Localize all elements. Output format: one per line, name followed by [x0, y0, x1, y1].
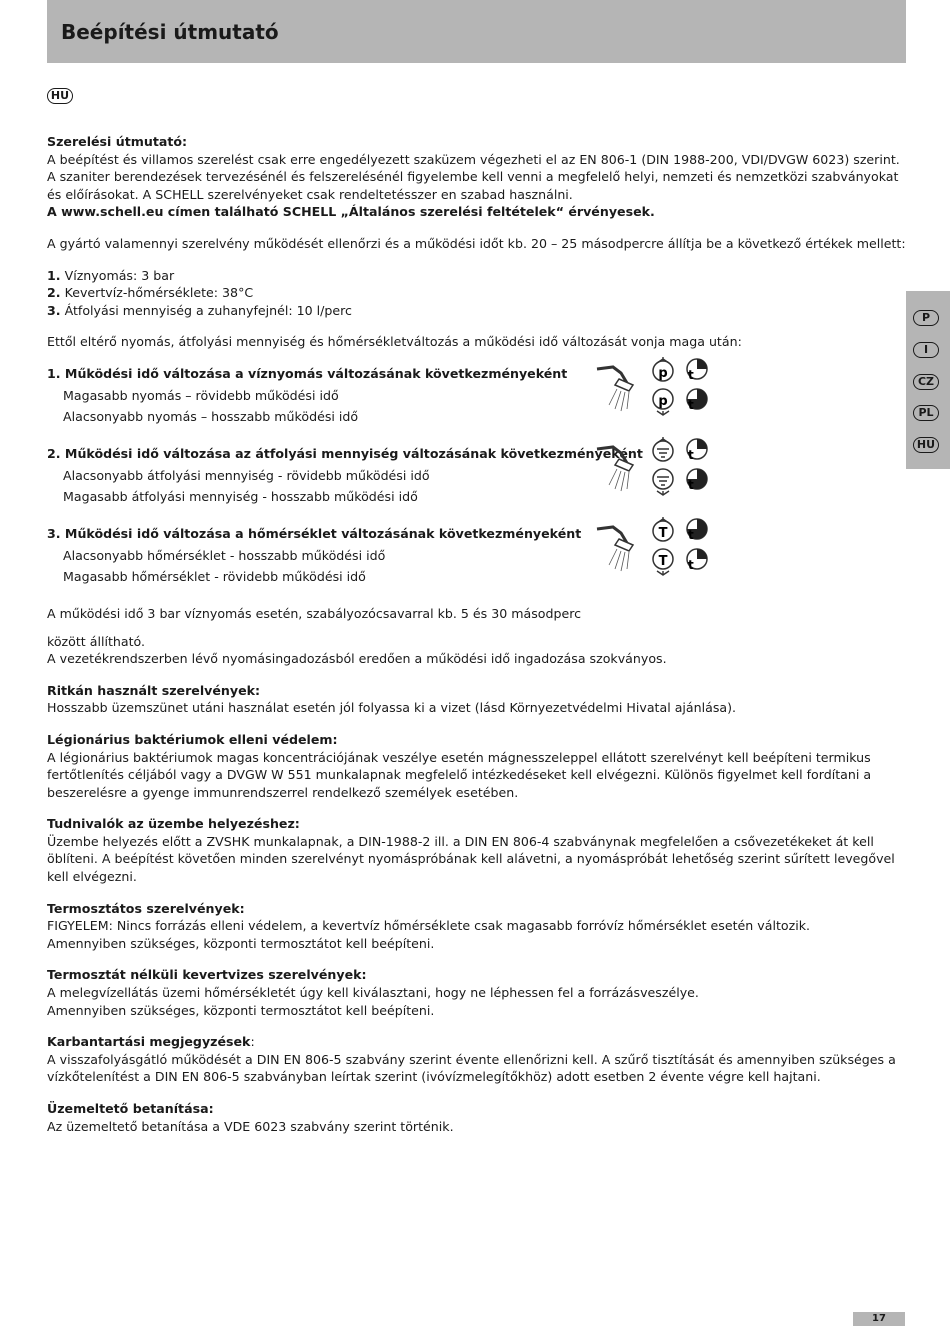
change-section-temperature [47, 525, 913, 591]
section-legionella [47, 731, 913, 801]
change-section-pressure [47, 365, 913, 431]
list-number: 2. [47, 285, 61, 301]
factory-text: A gyártó valamennyi szerelvény működését ellenőrzi és a működési időt kb. 20 – 25 másodpercre állítja be a következő értékek mellett: [47, 235, 906, 251]
list-number: 1. [47, 267, 61, 283]
lang-tab-p[interactable]: P [913, 310, 939, 326]
flow-icon [593, 437, 723, 507]
list-item [47, 267, 913, 285]
adjust-text-2: között állítható. [47, 633, 146, 649]
section-text: Üzembe helyezés előtt a ZVSHK munkalapnak, a DIN-1988-2 ill. a DIN EN 806-4 szabványnak megfelelően a csővezetékeket át kell öblíteni. A beépítést követően minden szerelvényt nyomáspróbának kell alávetni, a nyomáspróbát lehetőség szerint sűrített levegővel kell elvégezni. [47, 833, 895, 885]
change-section-flow [47, 445, 913, 511]
change-title: 3. Működési idő változása a hőmérséklet változásának következményeként [47, 525, 582, 541]
language-badge: HU [47, 88, 73, 104]
lang-tab-cz[interactable]: CZ [913, 374, 939, 390]
adjust-text-1: A működési idő 3 bar víznyomás esetén, szabályozócsavarral kb. 5 és 30 másodperc [47, 605, 582, 621]
change-line: Magasabb hőmérséklet - rövidebb működési idő [63, 569, 366, 585]
section-heading: Karbantartási megjegyzések [47, 1034, 251, 1050]
section-text: Amennyiben szükséges, központi termosztátot kell beépíteni. [47, 1002, 435, 1018]
section-heading: Termosztát nélküli kevertvizes szerelvények: [47, 967, 367, 983]
section-text: A légionárius baktériumok magas koncentrációjának veszélye esetén mágnesszeleppel ellátott szerelvényt kell beépíteni termikus fertőtlenítés céljából vagy a DVGW W 551 munkalapnak megfelelő intézkedéseket kell elvégezni. Különös figyelmet kell fordítani a beszerelésre a gyenge immunrendszerrel rendelkező személyek esetében. [47, 749, 872, 800]
section-rarely-used [47, 682, 913, 717]
section-non-thermostatic [47, 966, 913, 1019]
timer-label: t [688, 477, 694, 492]
main-content [47, 133, 913, 1135]
change-line: Magasabb átfolyási mennyiség - hosszabb működési idő [63, 489, 418, 505]
section-heading: Ritkán használt szerelvények: [47, 682, 261, 698]
change-line: Magasabb nyomás – rövidebb működési idő [63, 387, 339, 403]
section-text: Amennyiben szükséges, központi termosztátot kell beépíteni. [47, 935, 435, 951]
symbol-label: p [658, 365, 668, 381]
temperature-icon [593, 517, 723, 587]
section-heading-row [47, 1033, 913, 1051]
page-title: Beépítési útmutató [61, 20, 279, 44]
section-operator-training [47, 1100, 913, 1135]
change-title: 2. Működési idő változása az átfolyási mennyiség változásának következményeként [47, 445, 643, 461]
list-text: Átfolyási mennyiség a zuhanyfejnél: 10 l/perc [64, 302, 352, 318]
change-title: 1. Működési idő változása a víznyomás változásának következményeként [47, 365, 568, 381]
section-thermostatic [47, 900, 913, 953]
timer-label: t [688, 557, 694, 572]
section-heading: Tudnivalók az üzembe helyezéshez: [47, 816, 300, 832]
installation-text-1: A beépítést és villamos szerelést csak erre engedélyezett szaküzem végezheti el az EN 806-1 (DIN 1988-200, VDI/DVGW 6023) szerint. [47, 151, 900, 167]
deviation-text: Ettől eltérő nyomás, átfolyási mennyiség és hőmérsékletváltozás a működési idő változását vonja maga után: [47, 334, 742, 350]
installation-bold-line: A www.schell.eu címen található SCHELL „Általános szerelési feltételek“ érvényesek. [47, 204, 655, 220]
section-text: A melegvízellátás üzemi hőmérsékletét úgy kell kiválasztani, hogy ne léphessen fel a forrázásveszélye. [47, 985, 699, 1001]
section-heading: Termosztátos szerelvények: [47, 900, 245, 916]
lang-tab-hu[interactable]: HU [913, 437, 939, 453]
timer-label: t [688, 367, 694, 382]
lang-tab-i[interactable]: I [913, 342, 939, 358]
list-item [47, 284, 913, 302]
section-heading: Légionárius baktériumok elleni védelem: [47, 731, 338, 747]
pressure-icon [593, 357, 723, 427]
symbol-label: p [658, 393, 668, 409]
header-bar [47, 0, 906, 63]
section-maintenance [47, 1033, 913, 1086]
section-text: FIGYELEM: Nincs forrázás elleni védelem, a kevertvíz hőmérséklete csak magasabb forróvíz hőmérséklet esetén változik. [47, 918, 811, 934]
timer-label: t [688, 397, 694, 412]
list-item [47, 302, 913, 320]
section-text: Hosszabb üzemszünet utáni használat esetén jól folyassa ki a vizet (lásd Környezetvédelmi Hivatal ajánlása). [47, 700, 737, 716]
lang-tab-pl[interactable]: PL [913, 405, 939, 421]
section-heading: Üzemeltető betanítása: [47, 1101, 214, 1116]
section-text: A visszafolyásgátló működését a DIN EN 806-5 szabvány szerint évente ellenőrizni kell. A szűrő tisztítását és amennyiben szükséges a vízkőtelenítést a DIN EN 806-5 szabványban leírtak szerint (ivóvízmelegítőkhöz) adott esetben 2 évente végre kell hajtani. [47, 1051, 896, 1085]
page-number: 17 [853, 1312, 905, 1326]
symbol-label: T [658, 553, 668, 569]
heading-suffix: : [250, 1034, 255, 1050]
list-text: Kevertvíz-hőmérséklete: 38°C [64, 285, 254, 301]
list-number: 3. [47, 302, 61, 318]
change-line: Alacsonyabb átfolyási mennyiség - rövidebb működési idő [63, 467, 430, 483]
installation-text-2: A szaniter berendezések tervezésénél és felszerelésénél figyelembe kell venni a megfelelő helyi, nemzeti és nemzetközi szabványokat és előírásokat. A SCHELL szerelvényeket csak rendeltetésszer en szabad használni. [47, 169, 899, 202]
section-text: Az üzemeltető betanítása a VDE 6023 szabvány szerint történik. [47, 1118, 454, 1134]
timer-label: t [688, 527, 694, 542]
list-text: Víznyomás: 3 bar [64, 267, 175, 283]
symbol-label: T [658, 525, 668, 541]
factory-list [47, 267, 913, 320]
adjust-text-3: A vezetékrendszerben lévő nyomásingadozásból eredően a működési idő ingadozása szokványos. [47, 651, 667, 667]
timer-label: t [688, 447, 694, 462]
section-commissioning [47, 815, 913, 885]
change-line: Alacsonyabb nyomás – hosszabb működési idő [63, 409, 359, 425]
installation-heading: Szerelési útmutató: [47, 134, 188, 149]
change-line: Alacsonyabb hőmérséklet - hosszabb működési idő [63, 547, 386, 563]
